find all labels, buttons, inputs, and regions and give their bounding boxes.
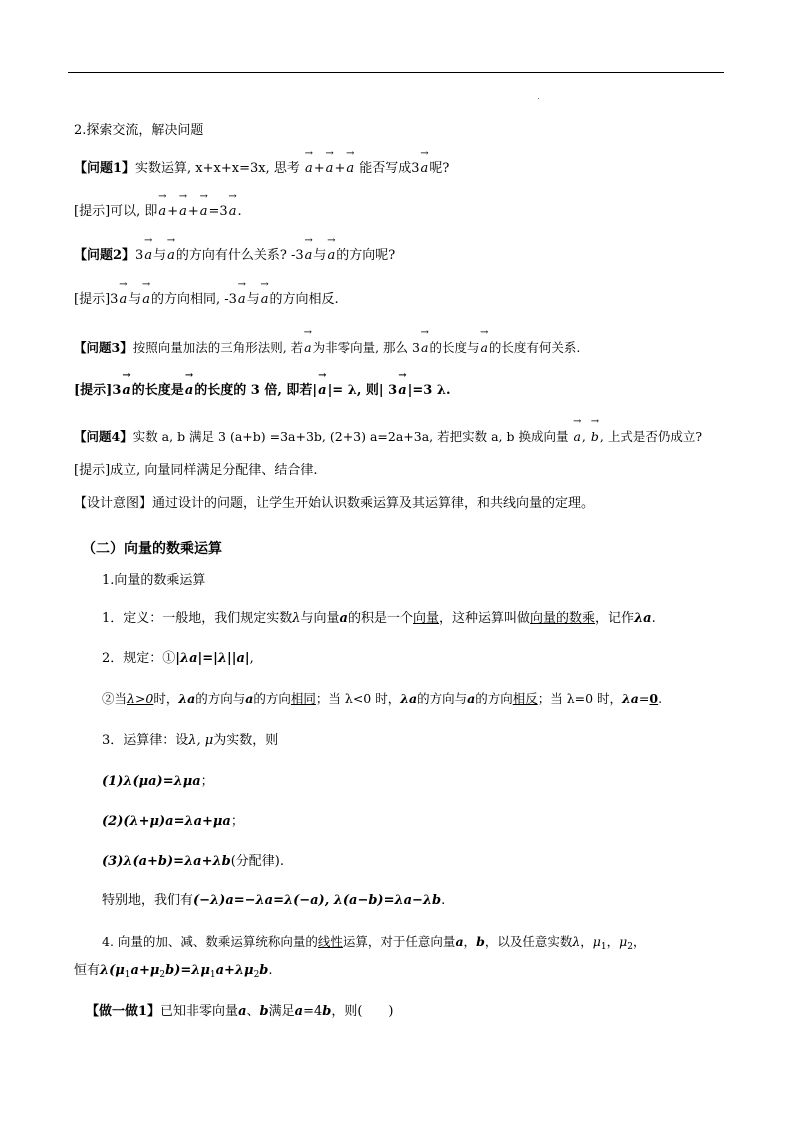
header-dot: [538, 98, 539, 99]
header-rule: [68, 72, 724, 73]
special-case: [102, 892, 445, 910]
underlined-term: 线性: [317, 934, 343, 949]
vector-a: → a: [184, 382, 194, 400]
coefficient: 3: [411, 161, 420, 176]
hint-2-text: 与: [128, 292, 142, 307]
hint-1-text: 可以, 即: [110, 204, 158, 219]
vector-a: a: [294, 1004, 304, 1019]
subscript: 1: [209, 970, 216, 980]
subsection-title-text: 1.向量的数乘运算: [102, 573, 206, 588]
rule-text: ；当 λ=0 时，: [537, 691, 623, 706]
hint-2: [74, 291, 339, 309]
vector-a: a: [245, 691, 254, 706]
plus: +: [313, 161, 325, 176]
vector-a: a: [455, 934, 464, 949]
design-intent-tag: 【设计意图】: [74, 496, 153, 511]
question-2-tag: 【问题2】: [74, 248, 136, 263]
formula: a+μ: [130, 963, 160, 978]
exercise-1: [86, 1003, 393, 1021]
question-3-text: 按照向量加法的三角形法则, 若: [132, 340, 304, 355]
underlined-term: 相反: [512, 691, 538, 706]
vector-a: → a: [397, 382, 407, 400]
vector-a: → a: [479, 339, 488, 357]
intro-heading-text: 2.探索交流，解决问题: [74, 123, 204, 138]
special-text: 特别地，我们有: [102, 893, 194, 908]
formula: |λa|=|λ||a|: [175, 651, 250, 666]
lambda-mu: λ, μ: [188, 733, 214, 748]
period: .: [651, 611, 656, 626]
question-4: [74, 428, 702, 446]
formula: λ(μ: [100, 963, 125, 978]
vector-a: → a: [178, 203, 188, 221]
vector-a: → a: [166, 247, 176, 265]
hint-3-text: |=3 λ.: [407, 383, 451, 398]
question-3: [74, 339, 580, 357]
intro-heading: [74, 122, 203, 140]
question-2-text: 的方向呢?: [336, 248, 396, 263]
hint-2-tag: [提示]: [74, 292, 111, 307]
plus: +: [187, 204, 199, 219]
rule-2: [102, 690, 662, 708]
vector-a: → a: [304, 160, 314, 178]
period: .: [658, 691, 663, 706]
comma: ，: [606, 934, 620, 949]
period: .: [268, 963, 273, 978]
rule-text: 的方向: [253, 691, 291, 706]
equals: =: [638, 691, 650, 706]
question-3-tag: 【问题3】: [74, 340, 133, 355]
vector-a: → a: [317, 382, 327, 400]
vector-a: a: [467, 691, 476, 706]
semicolon: ；: [230, 814, 244, 829]
formula: (1)λ(μa)=λμa: [102, 774, 201, 789]
section-title-text: （二）向量的数乘运算: [82, 541, 222, 557]
rule-text: ；当 λ<0 时，: [315, 691, 401, 706]
hint-3-text: 的长度的 3 倍, 即若|: [194, 383, 318, 398]
vector-a: → a: [303, 339, 312, 357]
design-intent: [74, 495, 594, 513]
question-3-text: 的长度有何关系.: [488, 340, 581, 355]
hint-3-text: 的长度是: [131, 383, 184, 398]
question-1-text: 能否写成: [359, 161, 412, 176]
mu: μ: [592, 934, 601, 949]
vector-a: → a: [141, 291, 151, 309]
question-2-text: 与: [153, 248, 167, 263]
rule-1: [102, 650, 254, 668]
question-2: [74, 247, 395, 265]
subscript: 1: [124, 970, 131, 980]
rule-text: 的方向: [475, 691, 513, 706]
underlined-term: 向量的数乘: [530, 611, 596, 626]
hint-4: [74, 462, 318, 480]
vector-a: → a: [326, 247, 336, 265]
mu: μ: [619, 934, 628, 949]
comma: ，: [580, 934, 593, 949]
exercise-text: ，则( ): [331, 1004, 394, 1019]
laws-text: 3．运算律：设: [102, 733, 189, 748]
section-title: [82, 540, 222, 558]
definition-text: ，这种运算叫做: [439, 611, 531, 626]
vector-a: a: [339, 611, 348, 626]
comma: ，: [633, 934, 646, 949]
question-1-text: 实数运算, x+x+x=3x, 思考: [135, 161, 300, 176]
question-4-text: , 上式是否仍成立?: [599, 429, 703, 444]
condition: λ>0: [127, 691, 154, 706]
coefficient: 3: [135, 248, 144, 263]
lambda: λ: [292, 611, 301, 626]
period: .: [441, 893, 446, 908]
hint-2-text: 的方向相同, -3: [150, 292, 237, 307]
period: .: [237, 204, 242, 219]
vector-a: → a: [143, 247, 153, 265]
rule-text: ②当: [102, 691, 128, 706]
plus: +: [167, 204, 179, 219]
formula: λa: [178, 691, 196, 706]
vector-a: → a: [199, 203, 209, 221]
comma: ，: [463, 934, 477, 949]
vector-a: → a: [325, 160, 335, 178]
definition-text: 与向量: [300, 611, 340, 626]
question-2-text: 与: [313, 248, 327, 263]
linear-ops: [102, 933, 646, 956]
question-3-text: 的长度与: [429, 340, 480, 355]
linear-ops-2: [74, 962, 273, 984]
hint-3: [74, 382, 450, 400]
vector-a: → a: [420, 160, 430, 178]
vector-b: b: [322, 1004, 332, 1019]
linear-text: 恒有: [74, 963, 101, 978]
rule-text: 2．规定：①: [102, 651, 176, 666]
underlined-term: 相同: [290, 691, 316, 706]
question-1-tag: 【问题1】: [74, 161, 136, 176]
formula: (3)λ(a+b)=λa+λb: [102, 854, 231, 869]
comma: ,: [581, 429, 586, 444]
linear-text: 4. 向量的加、减、数乘运算统称向量的: [102, 934, 318, 949]
hint-1: [74, 203, 242, 221]
hint-4-text: 成立, 向量同样满足分配律、结合律.: [110, 463, 318, 478]
comma: ,: [249, 651, 254, 666]
formula: λa: [400, 691, 418, 706]
hint-3-text: |= λ, 则| 3: [327, 383, 398, 398]
equals: =4: [303, 1004, 323, 1019]
separator: 、: [246, 1004, 260, 1019]
law-3: [102, 853, 284, 871]
formula: a+λμ: [215, 963, 254, 978]
hint-1-tag: [提示]: [74, 204, 111, 219]
subsection-title: [102, 572, 205, 590]
vector-a: → a: [228, 203, 238, 221]
lambda: λ: [572, 934, 581, 949]
hint-3-tag: [提示]: [74, 383, 113, 398]
hint-2-text: 的方向相反.: [269, 292, 339, 307]
formula: λa: [634, 611, 652, 626]
definition: [102, 610, 656, 628]
vector-a: a: [238, 1004, 247, 1019]
definition-text: 的积是一个: [347, 611, 413, 626]
vector-a: → a: [345, 160, 355, 178]
question-1: [74, 160, 449, 178]
formula: λa: [622, 691, 639, 706]
exercise-text: 满足: [268, 1004, 295, 1019]
formula: (2)(λ+μ)a=λa+μa: [102, 814, 231, 829]
design-intent-text: 通过设计的问题，让学生开始认识数乘运算及其运算律，和共线向量的定理。: [152, 496, 595, 511]
question-3-text: 为非零向量, 那么 3: [312, 340, 420, 355]
exercise-text: 已知非零向量: [160, 1004, 239, 1019]
rule-text: 的方向与: [195, 691, 246, 706]
exercise-1-tag: 【做一做1】: [86, 1004, 161, 1019]
vector-b: b: [476, 934, 485, 949]
question-2-text: 的方向有什么关系? -3: [175, 248, 304, 263]
period: .: [279, 854, 284, 869]
coefficient: 3: [110, 292, 119, 307]
formula: (−λ)a=−λa=λ(−a), λ(a−b)=λa−λb: [193, 893, 442, 908]
linear-text: 运算，对于任意向量: [342, 934, 456, 949]
rule-text: 的方向与: [417, 691, 468, 706]
vector-b: → b: [590, 428, 600, 446]
underlined-term: 向量: [413, 611, 440, 626]
plus: +: [334, 161, 346, 176]
vector-a: → a: [121, 382, 131, 400]
law-1: [102, 773, 214, 791]
laws: [102, 732, 278, 750]
definition-text: ，记作: [595, 611, 635, 626]
vector-a: → a: [157, 203, 167, 221]
formula: b)=λμ: [165, 963, 210, 978]
vector-b: b: [259, 1004, 269, 1019]
linear-text: ，以及任意实数: [484, 934, 573, 949]
law-note: (分配律): [230, 854, 280, 869]
vector-a: → a: [260, 291, 270, 309]
vector-a: → a: [304, 247, 314, 265]
subscript: 2: [159, 970, 166, 980]
vector-a: → a: [237, 291, 247, 309]
formula: b: [259, 963, 269, 978]
semicolon: ；: [200, 774, 214, 789]
law-2: [102, 813, 244, 831]
definition-text: 1．定义：一般地，我们规定实数: [102, 611, 293, 626]
equals: =3: [208, 204, 228, 219]
zero-vector: 0: [649, 691, 659, 706]
coefficient: 3: [112, 383, 122, 398]
subscript: 2: [627, 942, 634, 952]
hint-4-tag: [提示]: [74, 463, 111, 478]
vector-a: → a: [572, 428, 581, 446]
hint-2-text: 与: [246, 292, 260, 307]
subscript: 1: [600, 942, 607, 952]
question-4-tag: 【问题4】: [74, 429, 133, 444]
vector-a: → a: [118, 291, 128, 309]
subscript: 2: [253, 970, 260, 980]
question-1-text: 呢?: [429, 161, 450, 176]
rule-text: 时，: [153, 691, 179, 706]
vector-a: → a: [420, 339, 429, 357]
question-4-text: 实数 a, b 满足 3 (a+b) =3a+3b, (2+3) a=2a+3a, 若把实数 a, b 换成向量: [132, 429, 569, 444]
laws-text: 为实数，则: [213, 733, 279, 748]
